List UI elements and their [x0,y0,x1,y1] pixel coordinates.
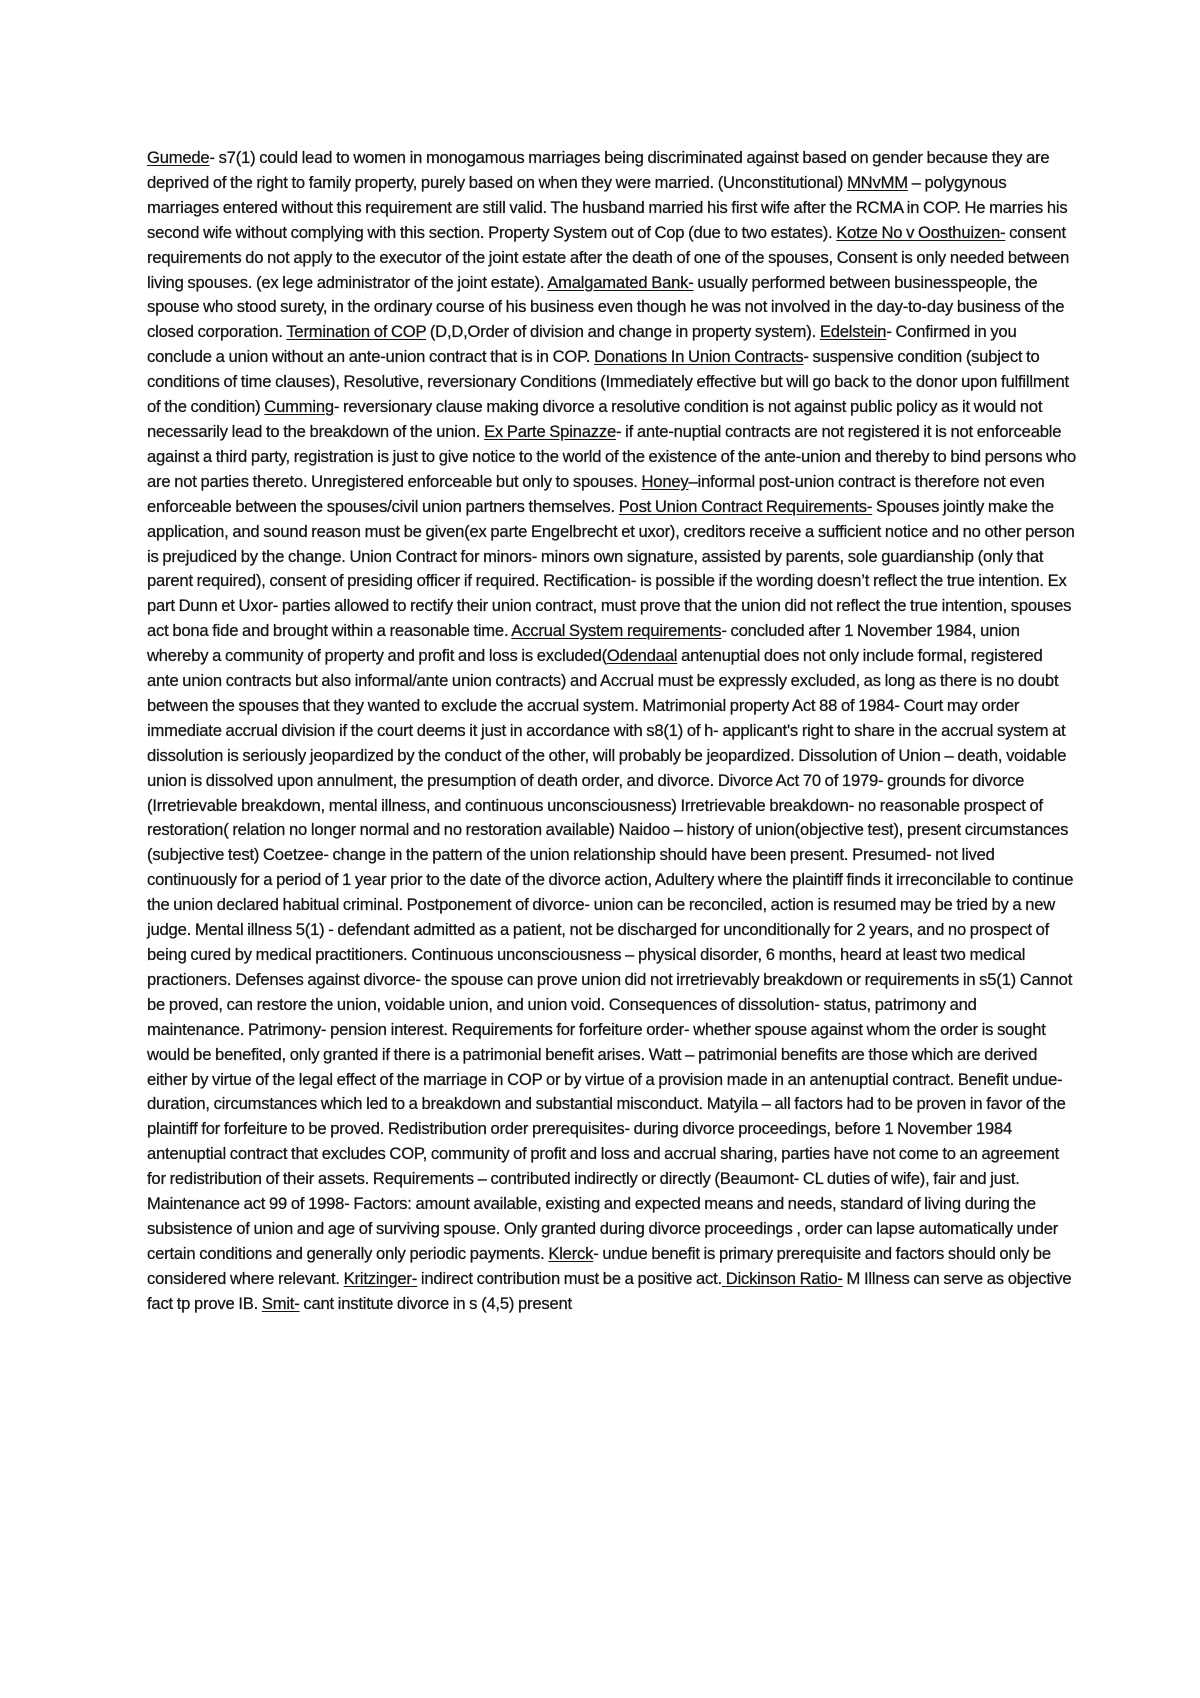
text-run: usually performed between businesspeople, the spouse who stood surety, in the ordinary course of his business even though he was not involved in the day-to-day business of the closed corporation. [147,272,1065,342]
underlined-term: Smit- [261,1293,300,1313]
underlined-term: Gumede [147,148,210,167]
underlined-term: Dickinson Ratio- [725,1268,843,1288]
underlined-term: Odendaal [606,646,678,666]
text-run: – polygynous marriages entered without this requirement are still valid. The husband married his first wife after the RCMA in COP. He marries his second wife without complying with this section. Property System out of Cop (due to two estates). [147,172,1068,242]
text-run: - undue benefit is primary prerequisite and factors should only be considered where relevant. [147,1243,1051,1288]
notes-paragraph [147,146,1077,1317]
underlined-term: Termination of COP [286,322,427,342]
underlined-term: MNvMM [847,172,908,192]
text-run: consent requirements do not apply to the executor of the joint estate after the death of one of the spouses, Consent is only needed between living spouses. (ex lege administrator of the joint estate). [147,222,1070,292]
text-run: - suspensive condition (subject to conditions of time clauses), Resolutive, reversionary Conditions (Immediately effective but will go back to the donor upon fulfillment of the condition) [147,347,1069,417]
text-run: - if ante-nuptial contracts are not registered it is not enforceable against a third party, registration is just to give notice to the world of the existence of the ante-union and thereby to bind persons who are not parties thereto. Unregistered enforceable but only to spouses. [147,421,1077,491]
text-run: M Illness can serve as objective fact tp prove IB. [147,1268,1072,1313]
underlined-term: Ex Parte Spinazze [484,421,616,441]
text-run: - reversionary clause making divorce a resolutive condition is not against public policy as it would not necessarily lead to the breakdown of the union. [147,397,1043,441]
text-run: antenuptial does not only include formal, registered ante union contracts but also informal/ante union contracts) and Accrual must be expressly excluded, as long as there is no doubt between the spouses that they wanted to exclude the accrual system. Matrimonial property Act 88 of 1984- Court may order immediate accrual division if the court deems it just in accordance with s8(1) of h- applicant's right to share in the accrual system at dissolution is seriously jeopardized by the conduct of the other, will probably be jeopardized. Dissolution of Union – death, voidable union is dissolved upon annulment, the presumption of death order, and divorce. Divorce Act 70 of 1979- grounds for divorce (Irretrievable breakdown, mental illness, and continuous unconsciousness) Irretrievable breakdown- no reasonable prospect of restoration( relation no longer normal and no restoration available) Naidoo – history of union(objective test), present circumstances (subjective test) Coetzee- change in the pattern of the union relationship should have been present. Presumed- not lived continuously for a period of 1 year prior to the date of the divorce action, Adultery where the plaintiff finds it irreconcilable to continue the union declared habitual criminal. Postponement of divorce- union can be reconciled, action is resumed may be tried by a new judge. Mental illness 5(1) - defendant admitted as a patient, not be discharged for unconditionally for 2 years, and no prospect of being cured by medical practitioners. Continuous unconsciousness – physical disorder, 6 months, heard at least two medical practioners. Defenses against divorce- the spouse can prove union did not irretrievably breakdown or requirements in s5(1) Cannot be proved, can restore the union, voidable union, and union void. Consequences of dissolution- status, patrimony and maintenance. Patrimony- pension interest. Requirements for forfeiture order- whether spouse against whom the order is sought would be benefited, only granted if there is a patrimonial benefit arises. Watt – patrimonial benefits are those which are derived either by virtue of the legal effect of the marriage in COP or by virtue of a provision made in an antenuptial contract. Benefit undue- duration, circumstances which led to a breakdown and substantial misconduct. Matyila – all factors had to be proven in favor of the plaintiff for forfeiture to be proved. Redistribution order prerequisites- during divorce proceedings, before 1 November 1984 antenuptial contract that excludes COP, community of profit and loss and accrual sharing, parties have not come to an agreement for redistribution of their assets. Requirements – contributed indirectly or directly (Beaumont- CL duties of wife), fair and just. Maintenance act 99 of 1998- Factors: amount available, existing and expected means and needs, standard of living during the subsistence of union and age of surviving spouse. Only granted during divorce proceedings , order can lapse automatically under certain conditions and generally only periodic payments. [147,646,1074,1263]
text-run: - concluded after 1 November 1984, union whereby a community of property and profit and loss is excluded( [147,621,1020,666]
underlined-term: Kritzinger- [343,1268,418,1288]
text-run: - s7(1) could lead to women in monogamous marriages being discriminated against based on gender because they are deprived of the right to family property, purely based on when they were married. (Unconstitutional) [147,148,1050,192]
underlined-term: Edelstein [819,322,887,342]
text-run: indirect contribution must be a positive act. [417,1268,722,1288]
underlined-term: Amalgamated Bank- [547,272,694,292]
underlined-term: Post Union Contract Requirements- [618,496,873,516]
text-run: cant institute divorce in s (4,5) present [299,1293,572,1313]
text-run: (D,D,Order of division and change in property system). [426,322,820,342]
underlined-term: Accrual System requirements [511,621,722,641]
underlined-term: Klerck [548,1243,594,1263]
underlined-term: Cumming [264,397,334,417]
underlined-term: Donations In Union Contracts [594,347,804,367]
text-run: - Confirmed in you conclude a union without an ante-union contract that is in COP. [147,322,1017,367]
underlined-term: Honey [641,471,689,491]
text-run: –informal post-union contract is therefore not even enforceable between the spouses/civil union partners themselves. [147,471,1045,516]
text-run: Spouses jointly make the application, and sound reason must be given(ex parte Engelbrecht et uxor), creditors receive a sufficient notice and no other person is prejudiced by the change. Union Contract for minors- minors own signature, assisted by parents, sole guardianship (only that parent required), consent of presiding officer if required. Rectification- is possible if the wording doesn’t reflect the true intention. Ex part Dunn et Uxor- parties allowed to rectify their union contract, must prove that the union did not reflect the true intention, spouses act bona fide and brought within a reasonable time. [147,496,1075,641]
underlined-term: Kotze No v Oosthuizen- [836,222,1006,242]
